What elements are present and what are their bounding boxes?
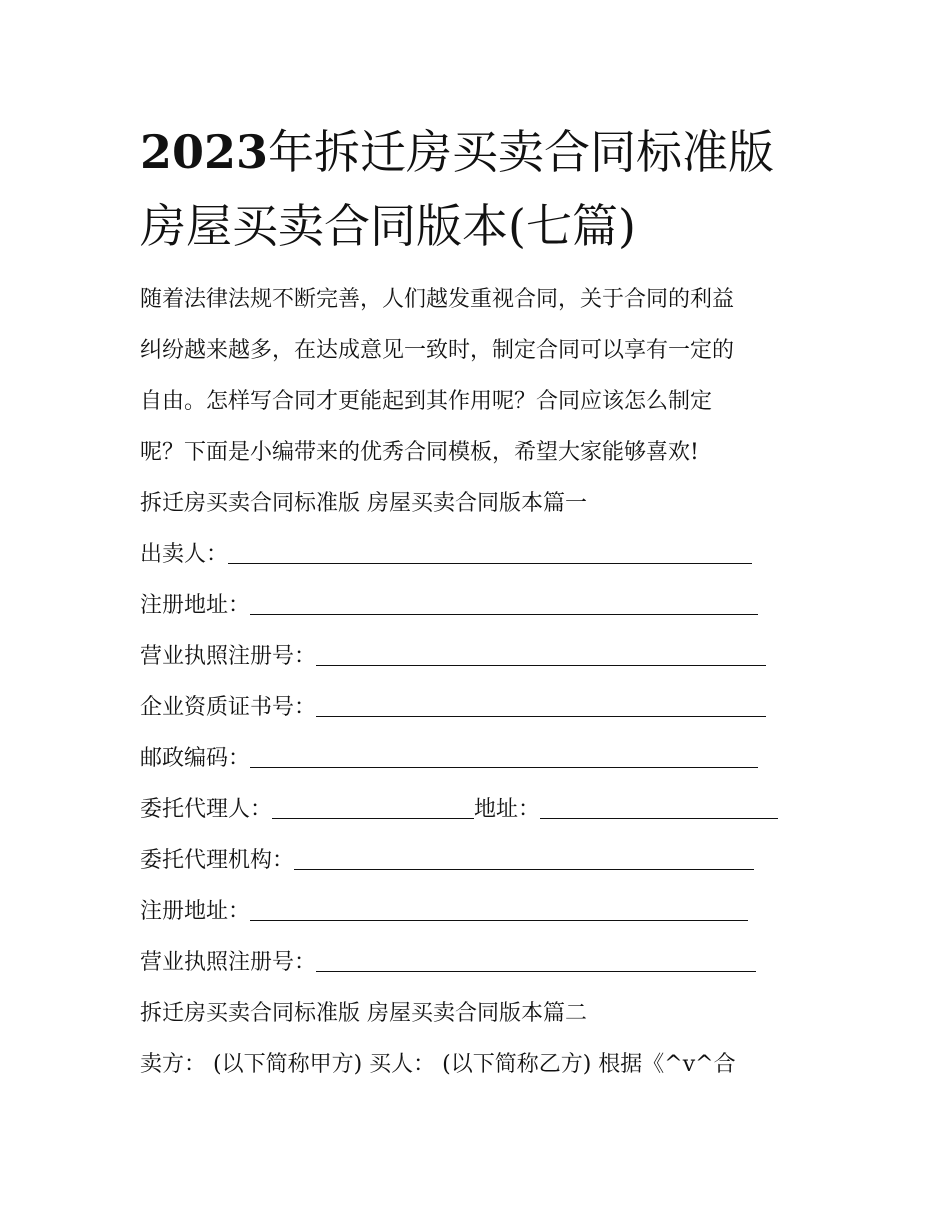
seller-blank[interactable] [228, 541, 752, 564]
agent-blank[interactable] [272, 796, 474, 819]
license-no-blank[interactable] [316, 643, 766, 666]
intro-line-2: 纠纷越来越多，在达成意见一致时，制定合同可以享有一定的 [140, 338, 735, 363]
document-title [140, 115, 820, 263]
intro-line-1: 随着法律法规不断完善，人们越发重视合同，关于合同的利益 [140, 287, 735, 312]
reg-address-blank[interactable] [250, 592, 758, 615]
license-no-2-field [140, 947, 820, 979]
qualification-no-field [140, 692, 820, 724]
reg-address-2-field [140, 896, 820, 928]
reg-address-2-blank[interactable] [250, 898, 748, 921]
intro-line-3: 自由。怎样写合同才更能起到其作用呢？合同应该怎么制定 [140, 389, 713, 414]
agency-label: 委托代理机构： [140, 848, 295, 873]
license-no-2-label: 营业执照注册号： [140, 950, 317, 975]
reg-address-label: 注册地址： [140, 593, 251, 618]
intro-line-4: 呢？下面是小编带来的优秀合同模板，希望大家能够喜欢! [140, 440, 699, 465]
postcode-label: 邮政编码： [140, 746, 251, 771]
agent-field [140, 794, 820, 826]
agent-label: 委托代理人： [140, 797, 273, 822]
agency-blank[interactable] [294, 847, 754, 870]
license-no-2-blank[interactable] [316, 949, 756, 972]
section-1-heading: 拆迁房买卖合同标准版 房屋买卖合同版本篇一 [140, 491, 587, 516]
qualification-no-label: 企业资质证书号： [140, 695, 317, 720]
agent-address-blank[interactable] [540, 796, 778, 819]
seller-field [140, 539, 820, 571]
agent-address-label: 地址： [474, 797, 541, 822]
title-line2: 房屋买卖合同版本(七篇) [140, 199, 636, 253]
license-no-label: 营业执照注册号： [140, 644, 317, 669]
reg-address-2-label: 注册地址： [140, 899, 251, 924]
agency-field [140, 845, 820, 877]
section-2-heading: 拆迁房买卖合同标准版 房屋买卖合同版本篇二 [140, 1001, 587, 1026]
title-year: 2023 [140, 125, 269, 179]
postcode-field [140, 743, 820, 775]
reg-address-field [140, 590, 820, 622]
contract-parties-line: 卖方： (以下简称甲方) 买人： (以下简称乙方) 根据《^v^合 [140, 1052, 736, 1077]
qualification-no-blank[interactable] [316, 694, 766, 717]
title-line1: 年拆迁房买卖合同标准版 [268, 125, 775, 179]
seller-label: 出卖人： [140, 542, 229, 567]
postcode-blank[interactable] [250, 745, 758, 768]
license-no-field [140, 641, 820, 673]
